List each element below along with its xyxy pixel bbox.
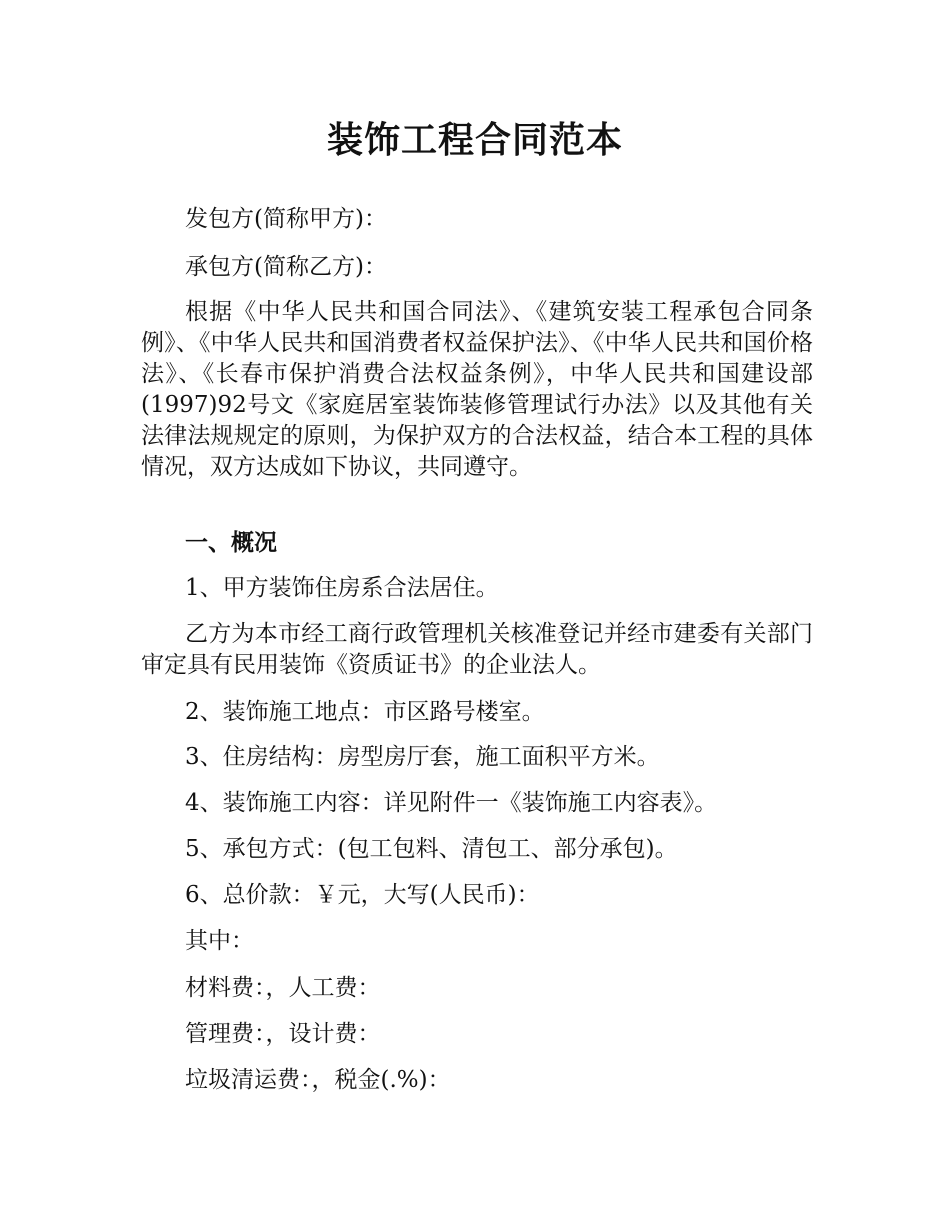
- clause-6: 6、总价款：￥元，大写(人民币)：: [185, 882, 540, 908]
- clause-3: 3、住房结构：房型房厅套，施工面积平方米。: [185, 744, 660, 770]
- preamble-paragraph: 根据《中华人民共和国合同法》、《建筑安装工程承包合同条例》、《中华人民共和国消费者权益保护法》、《中华人民共和国价格法》、《长春市保护消费合法权益条例》，中华人民共和国建设部(1997)92号文《家庭居室装饰装修管理试行办法》以及其他有关法律法规规定的原则，为保护双方的合法权益，结合本工程的具体情况，双方达成如下协议，共同遵守。: [141, 299, 813, 480]
- document-title: 装饰工程合同范本: [326, 120, 623, 161]
- clause-1-note: 乙方为本市经工商行政管理机关核准登记并经市建委有关部门审定具有民用装饰《资质证书》的企业法人。: [141, 621, 813, 678]
- fee-line-3: 垃圾清运费：，税金(.%)：: [185, 1067, 451, 1093]
- party-a-line: 发包方(简称甲方)：: [185, 206, 387, 232]
- clause-6-sub: 其中：: [185, 928, 254, 954]
- section-heading-overview: 一、概况: [185, 530, 277, 556]
- clause-4: 4、装饰施工内容：详见附件一《装饰施工内容表》。: [185, 790, 718, 816]
- fee-line-2: 管理费：，设计费：: [185, 1021, 381, 1047]
- party-b-line: 承包方(简称乙方)：: [185, 254, 387, 280]
- fee-line-1: 材料费：，人工费：: [185, 975, 381, 1001]
- clause-2: 2、装饰施工地点：市区路号楼室。: [185, 699, 545, 725]
- clause-1: 1、甲方装饰住房系合法居住。: [185, 575, 499, 601]
- clause-5: 5、承包方式：(包工包料、清包工、部分承包)。: [185, 836, 678, 862]
